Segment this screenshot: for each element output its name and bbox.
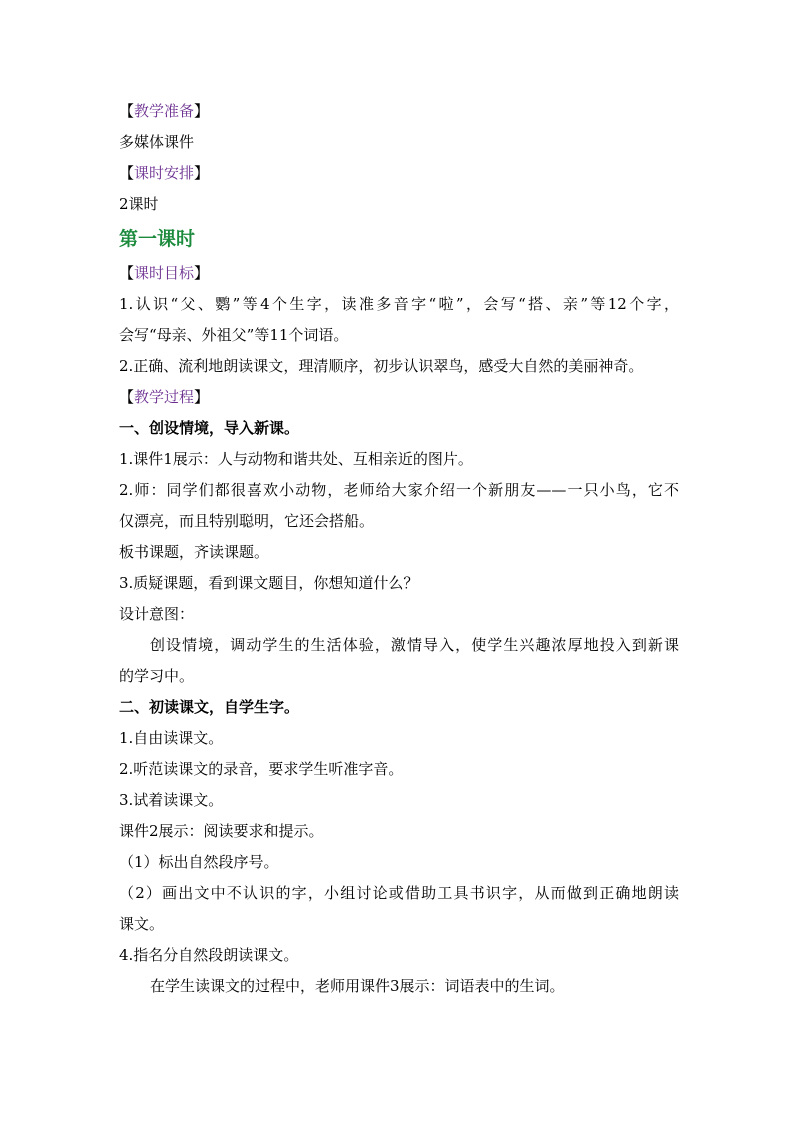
- part-1-board: 板书课题，齐读课题。: [119, 543, 270, 561]
- part-2-note: 在学生读课文的过程中，老师用课件3展示：词语表中的生词。: [150, 977, 565, 995]
- part-2-title: 二、初读课文，自学生字。: [119, 698, 300, 716]
- part-2-item-1: 1.自由读课文。: [119, 729, 224, 747]
- part-2-item-4: 4.指名分自然段朗读课文。: [119, 946, 299, 964]
- schedule-heading: 【课时安排】: [119, 164, 210, 182]
- goal-2: 2.正确、流利地朗读课文，理清顺序，初步认识翠鸟，感受大自然的美丽神奇。: [119, 357, 644, 375]
- lesson-title: 第一课时: [119, 228, 196, 250]
- goals-heading: 【课时目标】: [119, 264, 210, 282]
- design-text-line-2: 的学习中。: [119, 667, 195, 685]
- part-1-item-2-line-2: 仅漂亮，而且特别聪明，它还会搭船。: [119, 512, 375, 530]
- process-heading: 【教学过程】: [119, 388, 210, 406]
- part-2-sub-1: （1）标出自然段序号。: [119, 853, 279, 871]
- part-2-sub-2-line-1: （2）画出文中不认识的字，小组讨论或借助工具书识字，从而做到正确地朗读: [119, 884, 679, 902]
- part-1-item-2-line-1: 2.师：同学们都很喜欢小动物，老师给大家介绍一个新朋友——一只小鸟，它不: [119, 481, 679, 499]
- part-1-item-3: 3.质疑课题，看到课文题目，你想知道什么？: [119, 574, 419, 592]
- design-label: 设计意图：: [119, 605, 195, 623]
- goal-1-line-2: 会写“母亲、外祖父”等11个词语。: [119, 326, 349, 344]
- part-1-item-1: 1.课件1展示：人与动物和谐共处、互相亲近的图片。: [119, 450, 473, 468]
- part-2-courseware: 课件2展示：阅读要求和提示。: [119, 822, 324, 840]
- part-2-sub-2-line-2: 课文。: [119, 915, 165, 933]
- prep-content: 多媒体课件: [119, 133, 195, 151]
- part-2-item-2: 2.听范读课文的录音，要求学生听准字音。: [119, 760, 404, 778]
- document-page: [119, 96, 679, 1002]
- part-1-title: 一、创设情境，导入新课。: [119, 419, 300, 437]
- design-text-line-1: 创设情境，调动学生的生活体验，激情导入，使学生兴趣浓厚地投入到新课: [150, 636, 679, 654]
- part-2-item-3: 3.试着读课文。: [119, 791, 224, 809]
- schedule-content: 2课时: [119, 195, 159, 213]
- prep-heading: 【教学准备】: [119, 102, 210, 120]
- goal-1-line-1: 1.认识“父、鹦”等4个生字，读准多音字“啦”，会写“搭、亲”等12个字，: [119, 295, 679, 313]
